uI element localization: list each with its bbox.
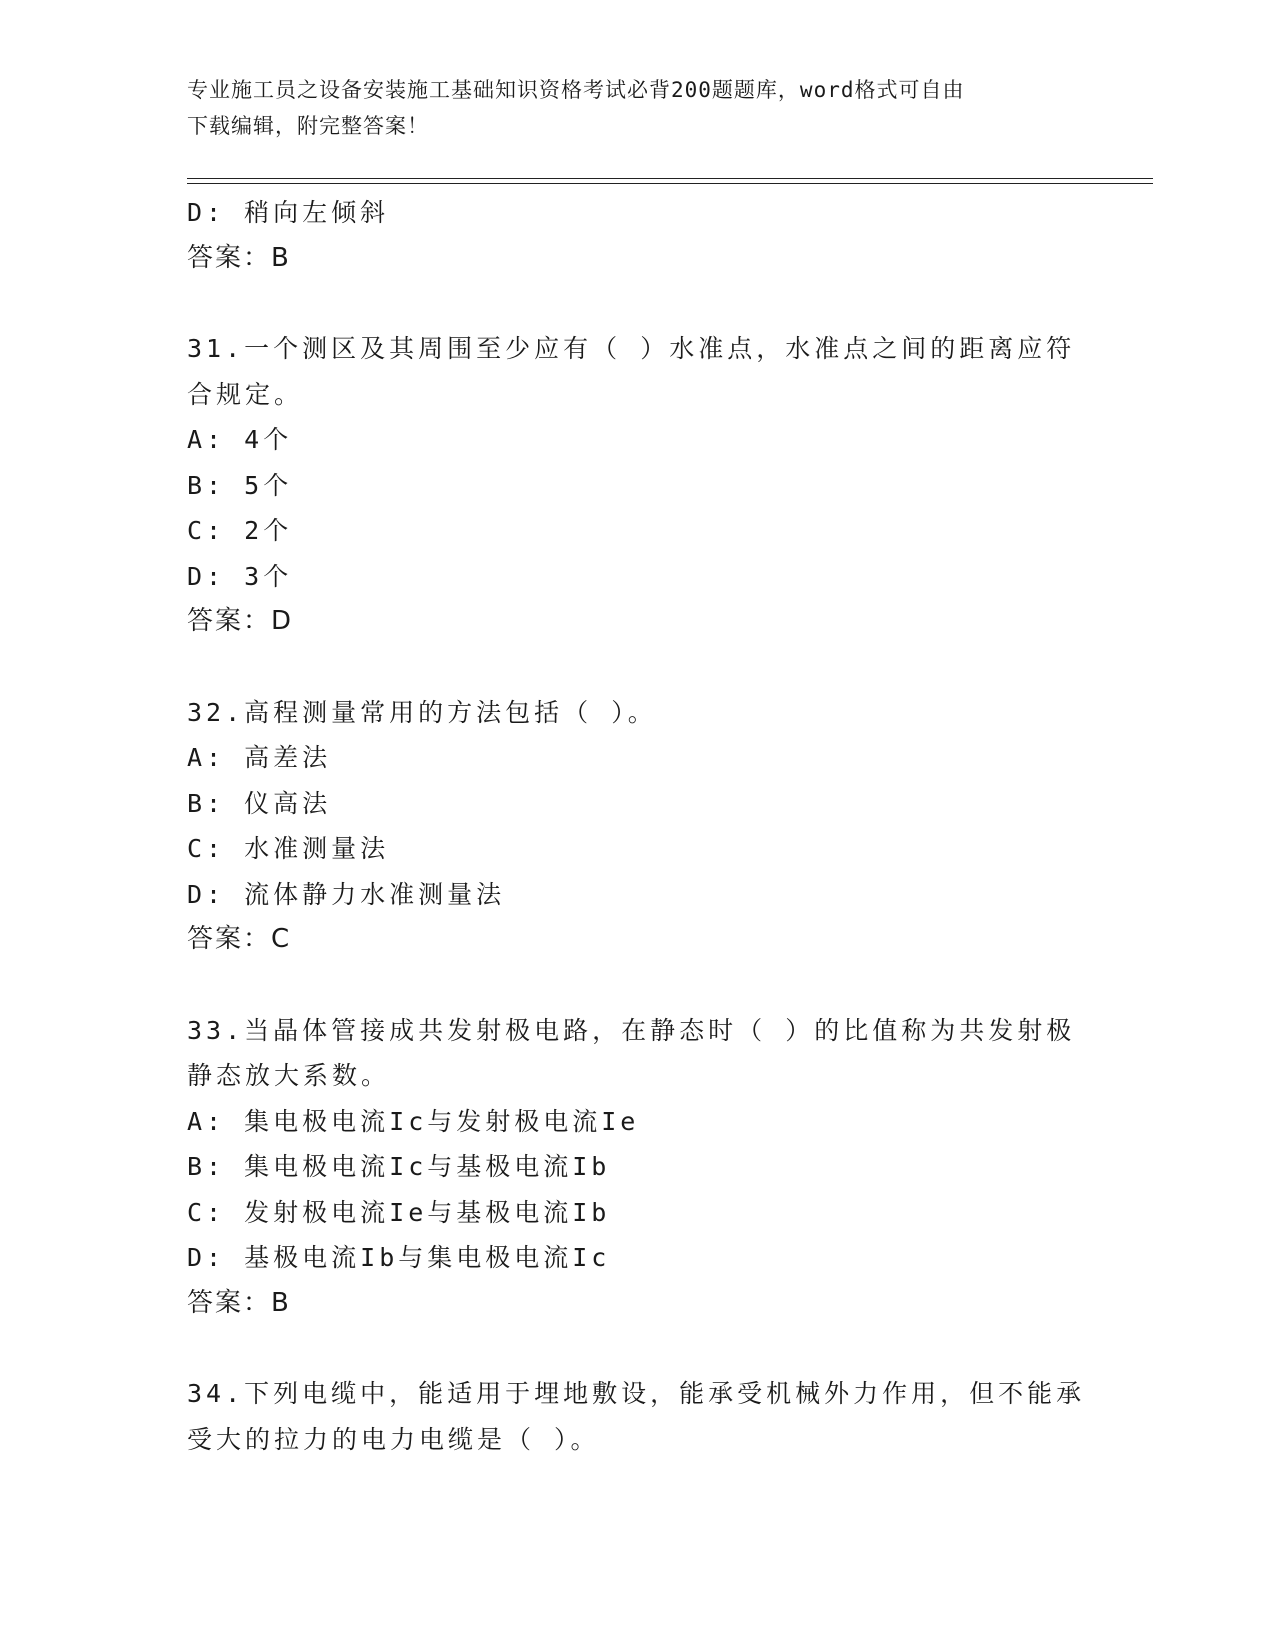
spacer [187, 645, 1087, 690]
option-d: D: 流体静力水准测量法 [187, 879, 506, 909]
question-title-line: 受大的拉力的电力电缆是（ ）。 [187, 1424, 600, 1454]
prev-option-d: D: 稍向左倾斜 [187, 198, 390, 227]
option-a: A: 集电极电流Ic与发射极电流Ie [187, 1106, 640, 1136]
spacer [187, 281, 1087, 326]
option-d: D: 3个 [187, 561, 293, 591]
question-34 [187, 1371, 1087, 1462]
question-31 [187, 326, 1087, 645]
answer: 答案：C [187, 924, 292, 954]
document-body [187, 190, 1087, 1462]
question-title-line: 32.高程测量常用的方法包括（ ）。 [187, 697, 657, 727]
option-a: A: 高差法 [187, 743, 332, 772]
header-line-1: 专业施工员之设备安装施工基础知识资格考试必背200题题库，word格式可自由 [187, 78, 965, 102]
question-title-line: 34.下列电缆中，能适用于埋地敷设，能承受机械外力作用，但不能承 [187, 1379, 1086, 1408]
option-b: B: 集电极电流Ic与基极电流Ib [187, 1152, 611, 1181]
spacer [187, 963, 1087, 1008]
answer: 答案：B [187, 1287, 291, 1318]
question-33 [187, 1008, 1087, 1327]
question-32 [187, 690, 1087, 963]
prev-answer: 答案：B [187, 242, 291, 273]
option-c: C: 发射极电流Ie与基极电流Ib [187, 1197, 611, 1227]
question-title-line: 静态放大系数。 [187, 1061, 391, 1090]
header-line-2: 下载编辑，附完整答案！ [187, 114, 429, 138]
question-title-line: 31.一个测区及其周围至少应有（ ）水准点，水准点之间的距离应符 [187, 334, 1076, 363]
option-b: B: 5个 [187, 470, 293, 500]
question-title-line: 33.当晶体管接成共发射极电路，在静态时（ ）的比值称为共发射极 [187, 1015, 1076, 1045]
question-title-line: 合规定。 [187, 379, 304, 409]
option-c: C: 2个 [187, 516, 293, 545]
option-c: C: 水准测量法 [187, 834, 390, 863]
option-d: D: 基极电流Ib与集电极电流Ic [187, 1243, 611, 1272]
document-header [187, 72, 1067, 144]
option-a: A: 4个 [187, 425, 293, 454]
spacer [187, 1326, 1087, 1371]
option-b: B: 仪高法 [187, 788, 332, 818]
header-rule-top [187, 178, 1153, 179]
header-rule-bottom [187, 183, 1153, 184]
answer: 答案：D [187, 606, 294, 636]
